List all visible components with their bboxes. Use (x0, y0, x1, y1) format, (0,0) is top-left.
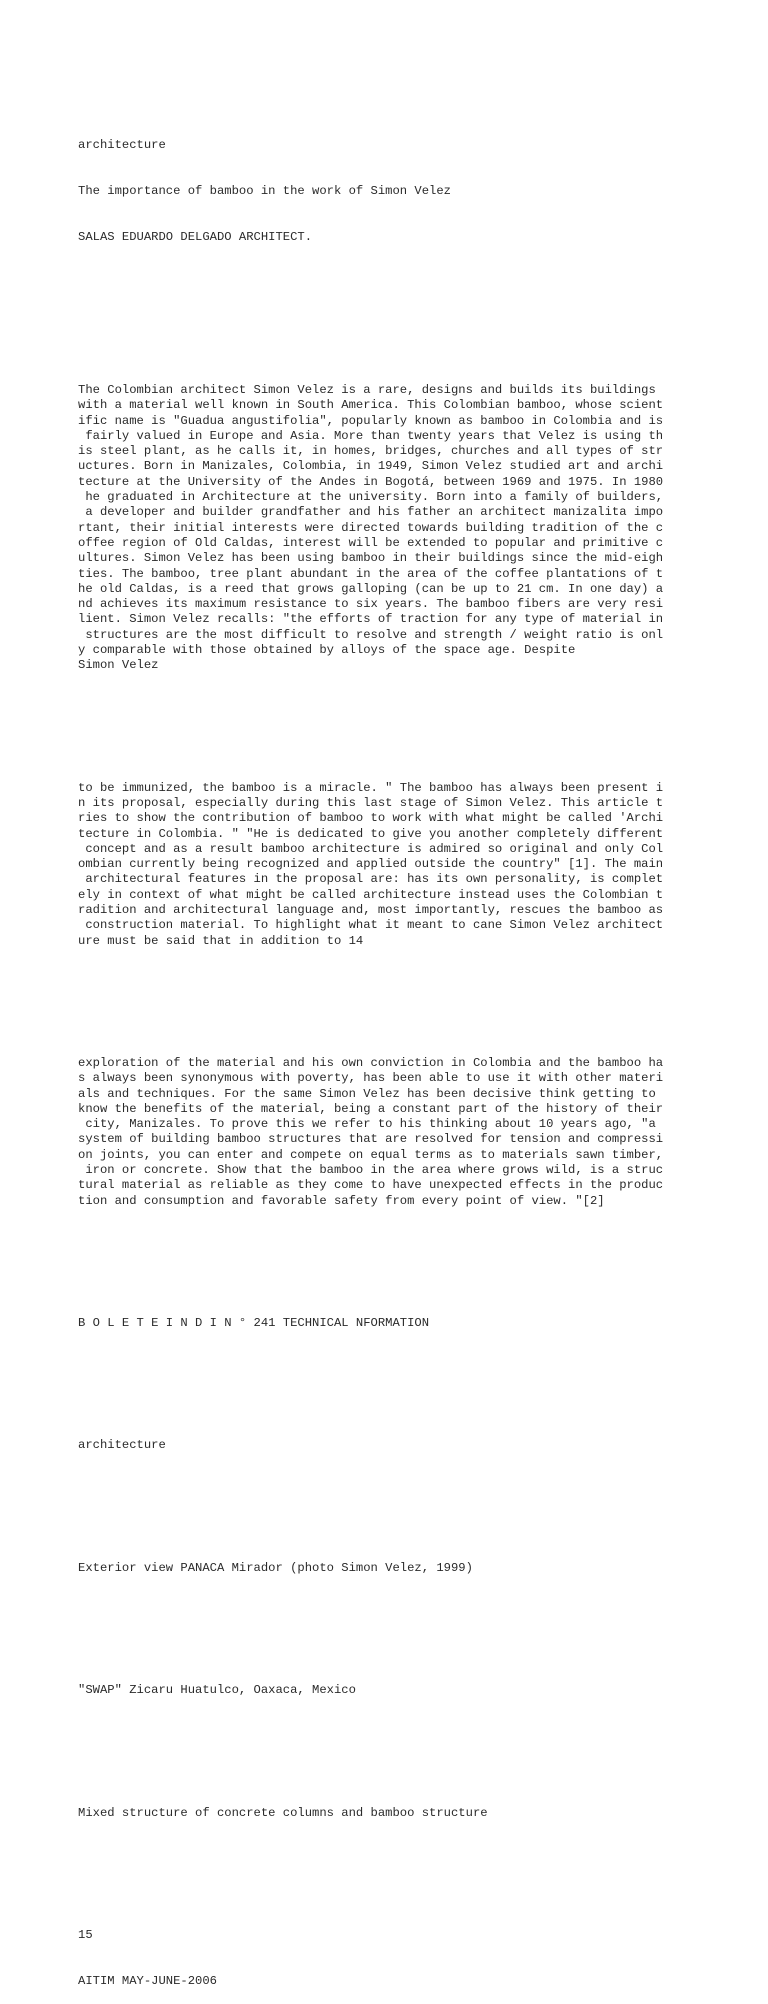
text-line: ultures. Simon Velez has been using bamboo in their buildings since the mid-eigh (78, 551, 664, 566)
text-line: ure must be said that in addition to 14 (78, 933, 364, 948)
text-line: tural material as reliable as they come to have unexpected effects in the produc (78, 1178, 664, 1193)
caption-swap: "SWAP" Zicaru Huatulco, Oaxaca, Mexico (78, 1683, 356, 1698)
text-line: tion and consumption and favorable safety from every point of view. "[2] (78, 1193, 605, 1208)
article-header (78, 108, 698, 276)
text-line: to be immunized, the bamboo is a miracle. " The bamboo has always been present i (78, 780, 664, 795)
text-line: ries to show the contribution of bamboo to work with what might be called 'Archi (78, 811, 664, 826)
text-line: rtant, their initial interests were directed towards building tradition of the c (78, 520, 664, 535)
caption-panaca: Exterior view PANACA Mirador (photo Simon Velez, 1999) (78, 1560, 473, 1575)
text-line: iron or concrete. Show that the bamboo in the area where grows wild, is a struc (78, 1163, 664, 1178)
text-line: als and techniques. For the same Simon Velez has been decisive think getting to (78, 1086, 656, 1101)
text-line: tecture at the University of the Andes in Bogotá, between 1969 and 1975. In 1980 (78, 474, 664, 489)
page-number: 15 (78, 1927, 93, 1942)
text-line: n its proposal, especially during this last stage of Simon Velez. This article t (78, 795, 664, 810)
paragraph-1 (78, 383, 698, 674)
text-line: he graduated in Architecture at the university. Born into a family of builders, (78, 490, 664, 505)
text-line: nd achieves its maximum resistance to six years. The bamboo fibers are very resi (78, 597, 664, 612)
paragraph-3 (78, 1056, 698, 1209)
article-title: The importance of bamboo in the work of Simon Velez (78, 184, 451, 199)
caption-mixed-structure: Mixed structure of concrete columns and bamboo structure (78, 1805, 488, 1820)
text-line: structures are the most difficult to resolve and strength / weight ratio is onl (78, 627, 664, 642)
text-line: radition and architectural language and, most importantly, rescues the bamboo as (78, 903, 664, 918)
text-line: system of building bamboo structures that are resolved for tension and compressi (78, 1132, 664, 1147)
text-line: exploration of the material and his own conviction in Colombia and the bamboo ha (78, 1056, 664, 1070)
text-line: s always been synonymous with poverty, has been able to use it with other materi (78, 1071, 664, 1086)
text-line: architectural features in the proposal are: has its own personality, is complet (78, 872, 664, 887)
text-line: ties. The bamboo, tree plant abundant in the area of the coffee plantations of t (78, 566, 664, 581)
text-line: y comparable with those obtained by alloys of the space age. Despite (78, 642, 576, 657)
text-line: concept and as a result bamboo architecture is admired so original and only Col (78, 841, 664, 856)
text-line: Simon Velez (78, 658, 159, 673)
text-line: ely in context of what might be called architecture instead uses the Colombian t (78, 887, 664, 902)
bulletin-line: B O L E T E I N D I N ° 241 TECHNICAL NFORMATION (78, 1316, 430, 1331)
caption-section-label: architecture (78, 1438, 166, 1453)
document-page (78, 77, 698, 2004)
issue-label: AITIM MAY-JUNE-2006 (78, 1973, 217, 1988)
text-line: he old Caldas, is a reed that grows galloping (can be up to 21 cm. In one day) a (78, 581, 664, 596)
text-line: ific name is "Guadua angustifolia", popularly known as bamboo in Colombia and is (78, 413, 664, 428)
text-line: uctures. Born in Manizales, Colombia, in 1949, Simon Velez studied art and archi (78, 459, 664, 474)
text-line: know the benefits of the material, being a constant part of the history of their (78, 1101, 664, 1116)
text-line: lient. Simon Velez recalls: "the efforts of traction for any type of material in (78, 612, 664, 627)
text-line: fairly valued in Europe and Asia. More than twenty years that Velez is using th (78, 428, 664, 443)
text-line: on joints, you can enter and compete on equal terms as to materials sawn timber, (78, 1147, 664, 1162)
text-line: offee region of Old Caldas, interest will be extended to popular and primitive c (78, 535, 664, 550)
text-line: is steel plant, as he calls it, in homes, bridges, churches and all types of str (78, 444, 664, 459)
article-author: SALAS EDUARDO DELGADO ARCHITECT. (78, 229, 313, 244)
text-line: city, Manizales. To prove this we refer to his thinking about 10 years ago, "a (78, 1117, 656, 1132)
section-label: architecture (78, 138, 166, 153)
text-line: The Colombian architect Simon Velez is a rare, designs and builds its buildings (78, 382, 656, 397)
text-line: construction material. To highlight what it meant to cane Simon Velez architect (78, 918, 664, 933)
text-line: ombian currently being recognized and applied outside the country" [1]. The main (78, 857, 664, 872)
text-line: tecture in Colombia. " "He is dedicated to give you another completely different (78, 826, 664, 841)
text-line: a developer and builder grandfather and his father an architect manizalita impo (78, 505, 664, 520)
paragraph-2 (78, 781, 698, 949)
text-line: with a material well known in South America. This Colombian bamboo, whose scient (78, 398, 664, 413)
